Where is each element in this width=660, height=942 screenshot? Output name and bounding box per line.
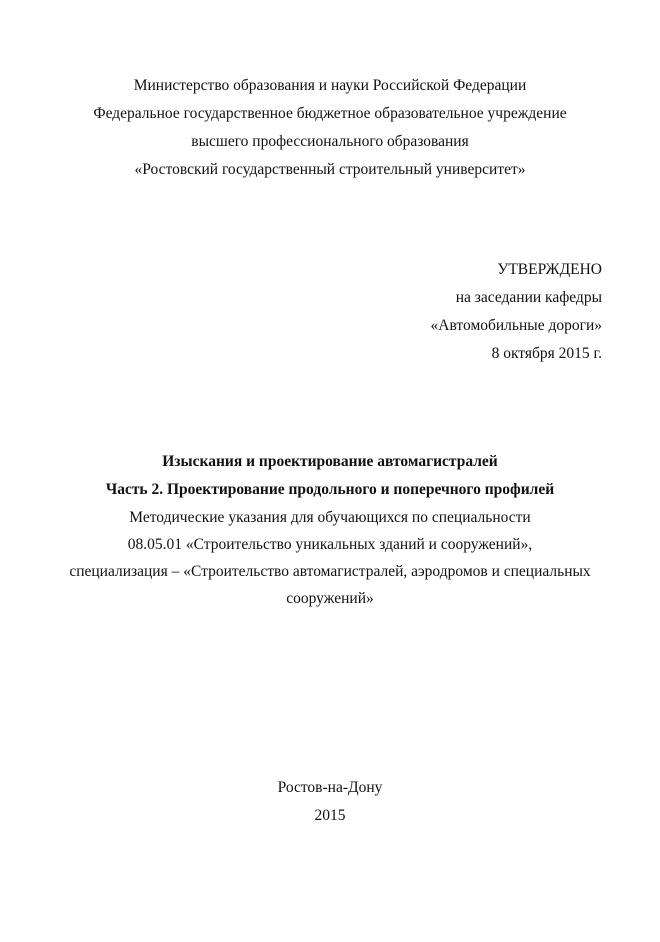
approval-date: 8 октября 2015 г. — [491, 345, 602, 362]
approval-meeting-line: на заседании кафедры — [455, 289, 602, 306]
city: Ростов-на-Дону — [277, 779, 383, 796]
ministry-line: Министерство образования и науки Российской Федерации — [133, 77, 527, 94]
document-description-line-1: Методические указания для обучающихся по специальности — [129, 509, 531, 526]
document-title: Изыскания и проектирование автомагистралей — [162, 453, 498, 470]
education-level-line: высшего профессионального образования — [191, 133, 469, 150]
document-description-line-4: сооружений» — [286, 590, 374, 607]
document-description-line-2: 08.05.01 «Строительство уникальных зданий и сооружений», — [127, 536, 533, 553]
document-description-line-3: специализация – «Строительство автомагистралей, аэродромов и специальных — [69, 563, 591, 580]
approval-department-line: «Автомобильные дороги» — [430, 317, 602, 334]
institution-type-line: Федеральное государственное бюджетное образовательное учреждение — [93, 105, 567, 122]
document-subtitle: Часть 2. Проектирование продольного и поперечного профилей — [105, 481, 555, 498]
university-name-line: «Ростовский государственный строительный университет» — [134, 161, 526, 178]
approval-title: УТВЕРЖДЕНО — [497, 261, 602, 278]
year: 2015 — [314, 807, 346, 824]
